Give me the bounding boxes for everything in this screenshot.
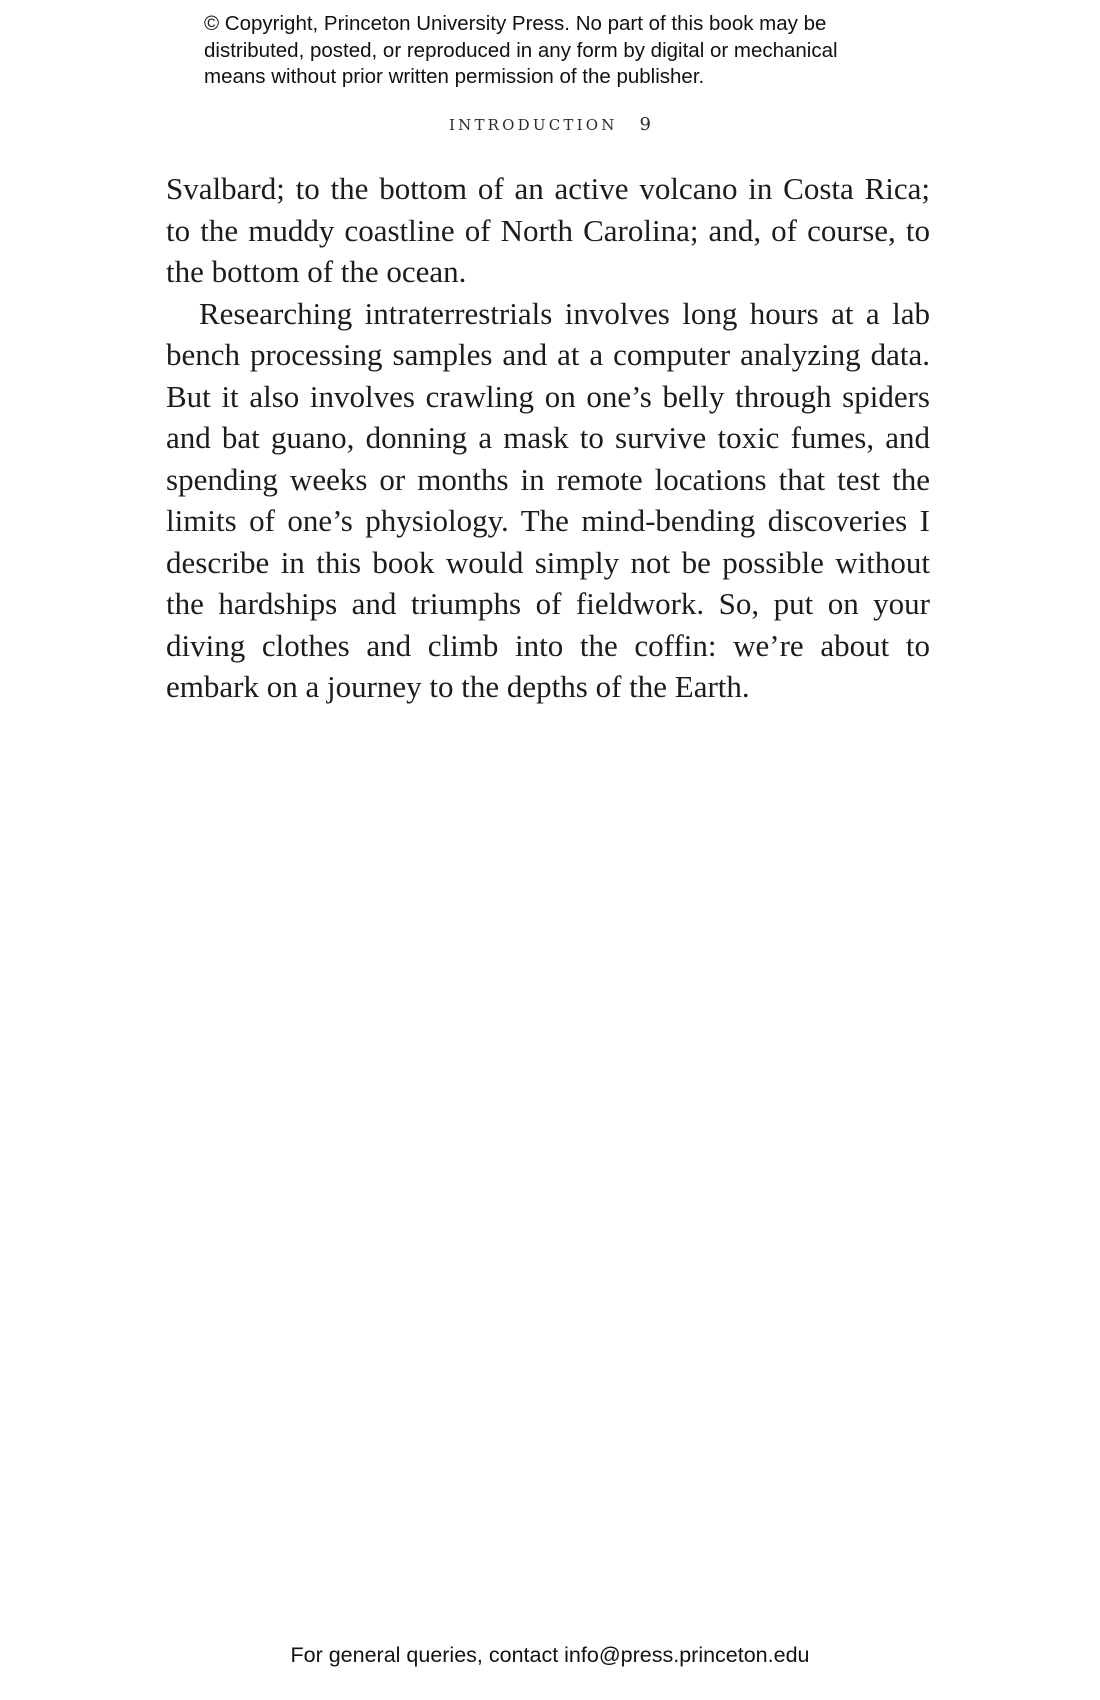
copyright-line: distributed, posted, or reproduced in any form by digital or mechanical (204, 38, 838, 62)
copyright-notice (204, 11, 924, 91)
paragraph: Researching intraterrestrials involves long hours at a lab bench processing samples and at a computer analyzing data. But it also involves crawling on one’s belly through spiders and bat guano, donning a mask to survive toxic fumes, and spending weeks or months in remote locations that test the limits of one’s physiology. The mind-bending discoveries I describe in this book would simply not be possible without the hardships and triumphs of fieldwork. So, put on your diving clothes and climb into the coffin: we’re about to embark on a journey to the depths of the Earth. (166, 295, 930, 704)
page-number: 9 (639, 114, 651, 135)
body-text (166, 168, 930, 708)
paragraph-continued: Svalbard; to the bottom of an active volcano in Costa Rica; to the muddy coastline of North Carolina; and, of course, to the bottom of the ocean. (166, 171, 930, 289)
copyright-line: © Copyright, Princeton University Press. No part of this book may be (204, 12, 827, 35)
running-head (0, 114, 1100, 135)
running-head-section: INTRODUCTION (449, 116, 618, 134)
copyright-line: means without prior written permission of the publisher. (204, 65, 705, 88)
footer-contact: For general queries, contact info@press.princeton.edu (290, 1643, 810, 1667)
